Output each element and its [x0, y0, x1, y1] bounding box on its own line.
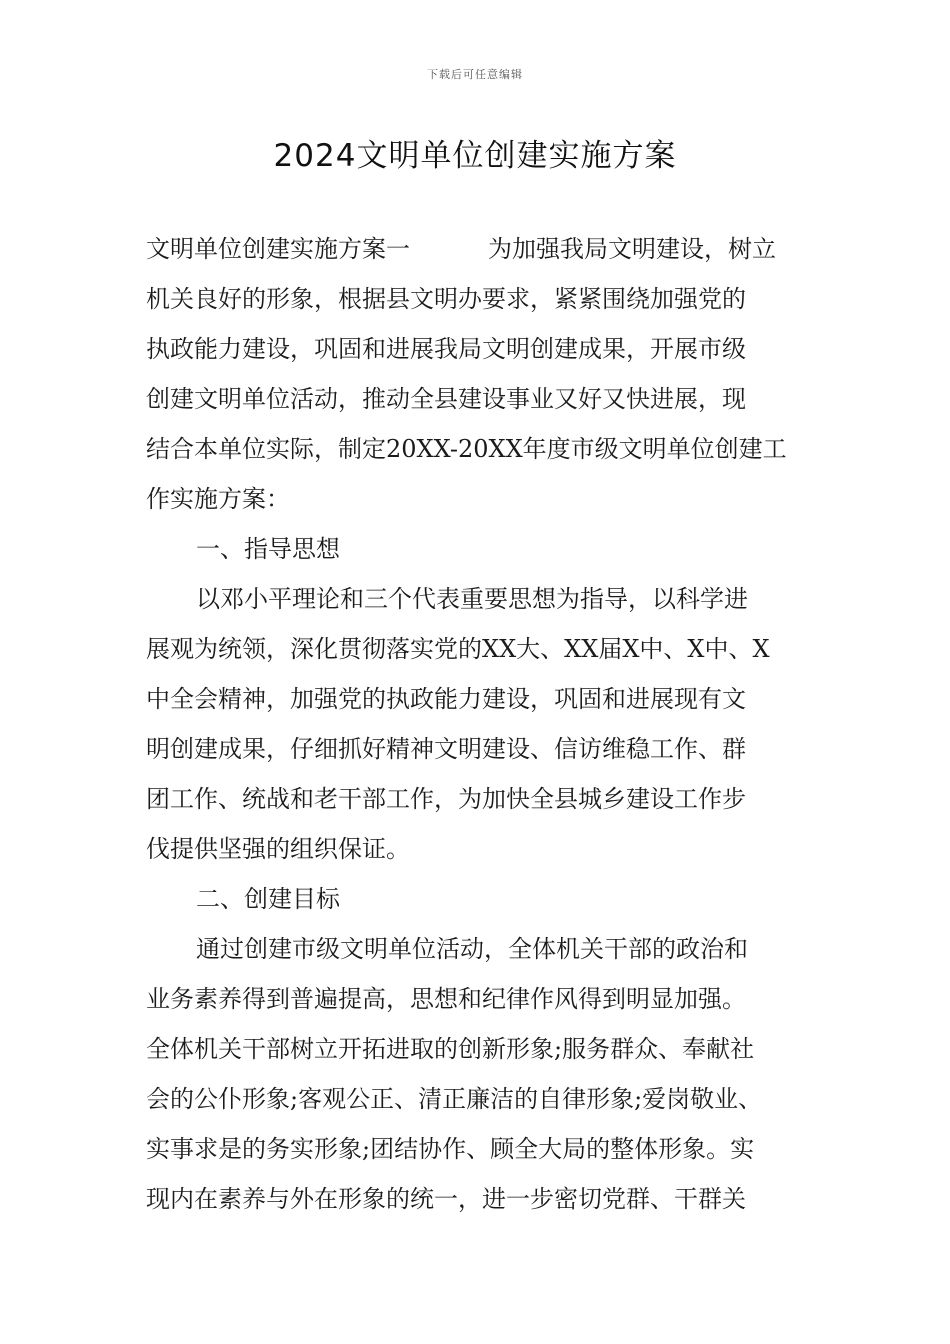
- intro-first-text: 为加强我局文明建设，树立: [488, 235, 776, 263]
- header-note: 下载后可任意编辑: [427, 68, 523, 81]
- paragraph-line: 现内在素养与外在形象的统一，进一步密切党群、干群关: [146, 1185, 746, 1213]
- paragraph-line: 实事求是的务实形象;团结协作、顾全大局的整体形象。实: [146, 1135, 755, 1163]
- paragraph-line: 会的公仆形象;客观公正、清正廉洁的自律形象;爱岗敬业、: [146, 1085, 763, 1113]
- paragraph-line: 通过创建市级文明单位活动，全体机关干部的政治和: [196, 935, 748, 963]
- paragraph-line: 全体机关干部树立开拓进取的创新形象;服务群众、奉献社: [146, 1035, 755, 1063]
- intro-label: 文明单位创建实施方案一: [146, 235, 410, 263]
- paragraph-line: 团工作、统战和老干部工作，为加快全县城乡建设工作步: [146, 785, 746, 813]
- paragraph-line: 结合本单位实际，制定20XX-20XX年度市级文明单位创建工: [146, 435, 787, 463]
- paragraph-line: 中全会精神，加强党的执政能力建设，巩固和进展现有文: [146, 685, 746, 713]
- paragraph-line: 业务素养得到普遍提高，思想和纪律作风得到明显加强。: [146, 985, 746, 1013]
- document-title: 2024文明单位创建实施方案: [273, 138, 677, 174]
- paragraph-line: [146, 228, 810, 278]
- paragraph-line: 机关良好的形象，根据县文明办要求，紧紧围绕加强党的: [146, 285, 746, 313]
- paragraph-line: 以邓小平理论和三个代表重要思想为指导，以科学进: [196, 585, 748, 613]
- paragraph-line: 展观为统领，深化贯彻落实党的XX大、XX届X中、X中、X: [146, 635, 770, 663]
- paragraph-line: 伐提供坚强的组织保证。: [146, 835, 410, 863]
- paragraph-line: 作实施方案：: [146, 485, 290, 513]
- paragraph-line: 执政能力建设，巩固和进展我局文明创建成果，开展市级: [146, 335, 746, 363]
- section-heading-guiding-ideology: 一、指导思想: [196, 535, 340, 563]
- paragraph-line: 创建文明单位活动，推动全县建设事业又好又快进展，现: [146, 385, 746, 413]
- section-heading-creation-goals: 二、创建目标: [196, 885, 340, 913]
- document-body: [146, 228, 810, 1228]
- paragraph-line: 明创建成果，仔细抓好精神文明建设、信访维稳工作、群: [146, 735, 746, 763]
